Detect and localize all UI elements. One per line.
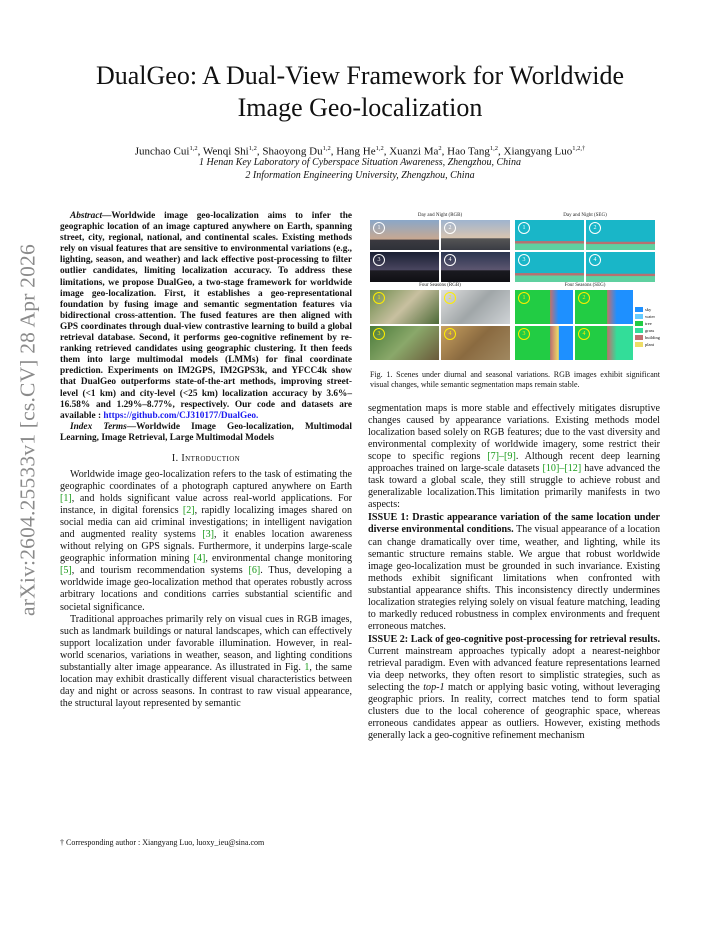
season-badge-3: 3 [373, 328, 385, 340]
right-column [368, 403, 660, 742]
affiliation-2: 2 Information Engineering University, Zhengzhou, China [245, 170, 475, 181]
legend-item-tree: tree [635, 320, 660, 327]
citation[interactable]: [5] [60, 565, 72, 577]
arxiv-stamp: arXiv:2604.25533v1 [cs.CV] 28 Apr 2026 [15, 244, 40, 616]
panel-label-day-night-rgb: Day and Night (RGB) [417, 213, 463, 218]
season-badge-1: 1 [373, 292, 385, 304]
code-link[interactable]: https://github.com/CJ310177/DualGeo. [103, 410, 259, 421]
right-paragraph-1: segmentation maps is more stable and effectively mitigates disruptive changes caused by appearance variations. Existing methods model localization based solely on RGB features; due to the vast diversity and environmental complexity of worldwide imagery, some restrict their scope to specific regions [7]–[9]. Although recent deep learning approaches trained on large-scale datasets [10]–[12] have advanced the task toward a global scale, they still struggle to achieve robust and generalizable localization.This limitation primarily manifests in two aspects: [368, 403, 660, 511]
seg-badge-1: 1 [518, 222, 530, 234]
segmentation-legend [635, 306, 660, 348]
season-seg-badge-3: 3 [518, 328, 530, 340]
legend-item-plant: plant [635, 341, 660, 348]
intro-paragraph-2: Traditional approaches primarily rely on visual cues in RGB images, such as landmark buildings or natural landscapes, which can effectively support localization under favorable illumination. However, in real-world scenarios, variations in weather, season, and lighting conditions substantially alter image appearance. As illustrated in Fig. 1, the same location may exhibit drastically different visual characteristics between day and night or across seasons. In contrast to raw visual appearance, the structural layout represented by semantic [60, 613, 352, 709]
panel-label-four-seasons-seg: Four Seasons (SEG) [564, 283, 606, 288]
author-list: Junchao Cui$^{1,2}$, Wenqi Shi$^{1,2}$, Shaoyong Du$^{1,2}$, Hang He$^{1,2}$, Xuanzi Ma$^2$, Hao Tang$^{1,2}$, Xiangyang Luo$^{1,2,\dagger}$ [134, 145, 586, 158]
badge-1: 1 [373, 222, 385, 234]
figure-1 [370, 213, 661, 363]
seg-badge-3: 3 [518, 254, 530, 266]
season-seg-badge-1: 1 [518, 292, 530, 304]
section-heading-introduction: I. Introduction [171, 452, 241, 464]
badge-2: 2 [444, 222, 456, 234]
badge-4: 4 [444, 254, 456, 266]
season-badge-2: 2 [444, 292, 456, 304]
legend-item-building: building [635, 334, 660, 341]
affiliation-1: 1 Henan Key Laboratory of Cyberspace Situation Awareness, Zhengzhou, China [199, 157, 521, 168]
citation[interactable]: [7]–[9] [487, 451, 516, 463]
citation[interactable]: [4] [193, 553, 206, 565]
badge-3: 3 [373, 254, 385, 266]
seg-badge-2: 2 [589, 222, 601, 234]
citation[interactable]: [10]–[12] [542, 463, 582, 475]
panel-label-day-night-seg: Day and Night (SEG) [563, 213, 607, 218]
paper-title: DualGeo: A Dual-View Framework for Worldwide Image Geo-localization [95, 61, 625, 122]
citation[interactable]: [2] [182, 505, 195, 517]
footnote: † Corresponding author : Xiangyang Luo, luoxy_ieu@sina.com [60, 838, 265, 847]
legend-item-sky: sky [635, 306, 660, 313]
panel-label-four-seasons-rgb: Four Seasons (RGB) [419, 283, 461, 288]
legend-item-grass: grass [635, 327, 660, 334]
season-seg-badge-4: 4 [578, 328, 590, 340]
issue-1: ISSUE 1: Drastic appearance variation of the same location under diverse environmental conditions. The visual appearance of a location can change dramatically over time, weather, and lighting, while its semantic structure remains stable. We argue that robust worldwide image geo-localization must be grounded in such invariance. Existing methods exhibit significant limitations when confronted with substantial appearance shifts. This inconsistency directly undermines localization strategies relying solely on visual feature matching, leading to markedly reduced robustness in complex environments and frequent erroneous matches. [368, 512, 661, 632]
left-column [60, 211, 352, 710]
citation[interactable]: 1 [304, 661, 310, 673]
citation[interactable]: [6] [248, 565, 261, 577]
issue-2: ISSUE 2: Lack of geo-cognitive post-processing for retrieval results. Current mainstream approaches typically adopt a nearest-neighbor retrieval paradigm. Even with advanced feature representations learned via deep networks, they often resort to simplistic strategies, such as selecting the top-1 match or applying basic voting, without leveraging geographic priors. In reality, correct matches tend to form spatial clusters due to the local coherence of geographic space, whereas erroneous candidates appear as outliers. However, existing methods generally lack a geo-cognitive refinement mechanism [368, 633, 660, 742]
seg-badge-4: 4 [589, 254, 601, 266]
index-terms: Index Terms—Worldwide Image Geo-localization, Multimodal Learning, Image Retrieval, Large Multimodal Models [60, 421, 352, 443]
season-seg-badge-2: 2 [578, 292, 590, 304]
figure-caption: Fig. 1. Scenes under diurnal and seasonal variations. RGB images exhibit significant visual changes, while semantic segmentation maps remain stable. [370, 370, 660, 389]
citation[interactable]: [3] [202, 529, 214, 541]
citation[interactable]: [1] [60, 493, 72, 505]
abstract: Abstract—Worldwide image geo-localization aims to infer the geographic location of an image captured anywhere on Earth, spanning street, city, regional, national, and continental scales. Existing methods rely on visual features that are sensitive to environmental variations (e.g., lighting, season, and weather) and lack effective post-processing to filter outlier candidates, limiting localization accuracy. To address these limitations, we propose DualGeo, a two-stage framework for worldwide image geo-localization. First, it establishes a geo-representational foundation by fusing image and semantic segmentation features via bidirectional cross-attention. The fused features are then aligned with GPS coordinates through dual-view contrastive learning to build a global retrieval database. Second, it performs geo-cognitive refinement by re-ranking retrieved candidates using geographic clustering. It then feeds them into large multimodal models (LMMs) for final coordinate prediction. Experiments on IM2GPS, IM2GPS3k, and YFCC4k show that DualGeo outperforms state-of-the-art methods, improving street-level (<1 km) and city-level (<25 km) localization accuracy by 3.6%–16.58% and 1.29%–8.77%, respectively. Our code and datasets are available : https://github.com/CJ310177/DualGeo. [60, 211, 352, 421]
intro-paragraph-1: Worldwide image geo-localization refers to the task of estimating the geographic coordinates of a photograph captured anywhere on Earth [1], and holds significant value across real-world applications. For instance, in digital forensics [2], rapidly localizing images shared on social media can aid criminal investigations; in intelligent navigation and augmented reality systems [3], it enables location awareness without relying on GPS signals. Furthermore, it underpins large-scale geographic information mining [4], environmental change monitoring [5], and tourism recommendation systems [6]. Thus, developing a worldwide image geo-localization method that operates robustly across arbitrary locations and conditions carries substantial scientific and societal significance. [60, 469, 352, 613]
season-badge-4: 4 [444, 328, 456, 340]
legend-item-water: water [635, 313, 660, 320]
